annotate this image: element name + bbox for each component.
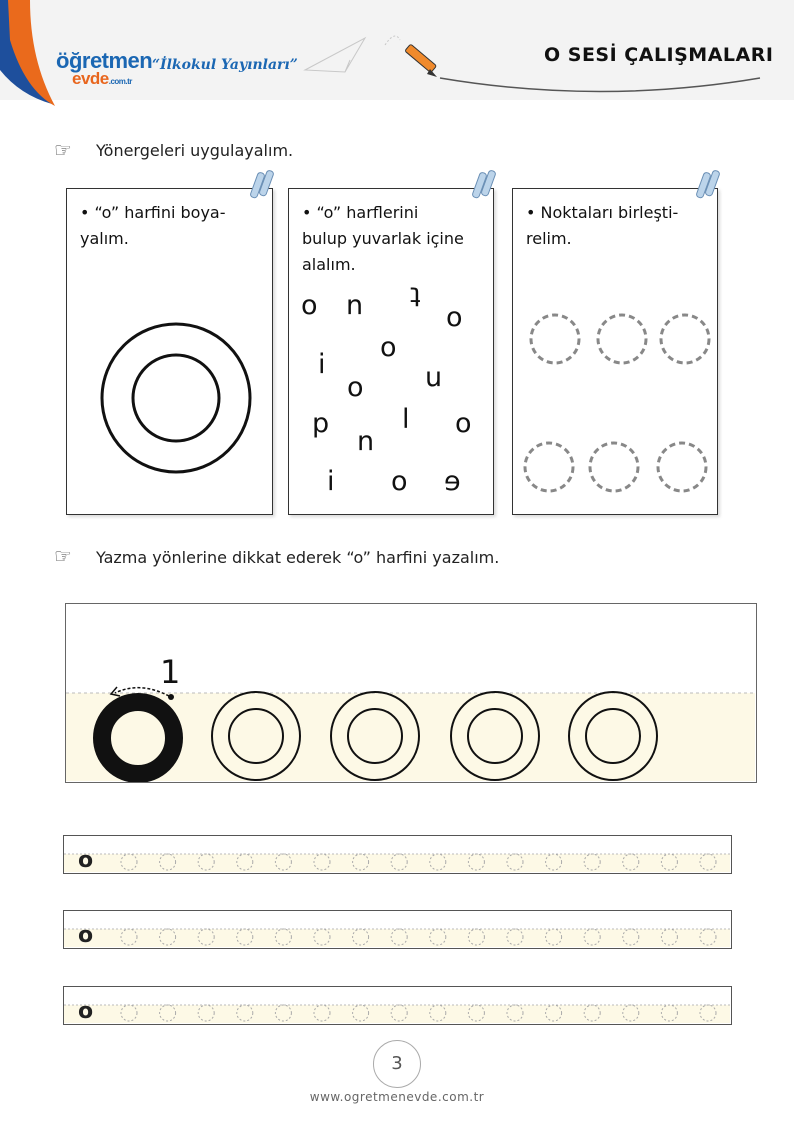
dotted-circle	[598, 315, 646, 363]
publisher-name: “İlkokul Yayınları”	[152, 57, 298, 73]
paper-clip-icon	[470, 170, 500, 200]
letter-item[interactable]: o	[391, 466, 408, 497]
website-footer: www.ogretmenevde.com.tr	[309, 1090, 485, 1104]
logo-bottom-text: evde	[72, 69, 109, 88]
start-dot	[168, 694, 174, 700]
letter-item[interactable]: ʇ	[410, 278, 421, 309]
dotted-circle	[531, 315, 579, 363]
pointing-hand-icon: ☞	[54, 544, 72, 568]
dotted-circle	[525, 443, 573, 491]
letter-item[interactable]: i	[327, 466, 335, 497]
dotted-circle	[658, 443, 706, 491]
instruction-second: Yazma yönlerine dikkat ederek “o” harfini yazalım.	[96, 548, 500, 567]
logo-domain: .com.tr	[108, 77, 132, 86]
stroke-number: 1	[160, 653, 181, 691]
paper-clip-icon	[696, 170, 720, 199]
card-paint-graphic	[66, 170, 286, 515]
dotted-circle	[661, 315, 709, 363]
card-find-line2: bulup yuvarlak içine	[302, 229, 464, 248]
letter-item[interactable]: o	[455, 408, 472, 439]
practice-start-letter: o	[78, 999, 94, 1024]
pencil-icon	[405, 44, 437, 77]
letter-item[interactable]: l	[402, 404, 410, 435]
letter-item[interactable]: n	[346, 290, 364, 321]
practice-start-letter: o	[78, 923, 94, 948]
letter-item[interactable]: p	[312, 408, 330, 439]
page-title: O SESİ ÇALIŞMALARI	[544, 44, 774, 66]
letter-item[interactable]: u	[425, 362, 443, 393]
card-find-line1: • “o” harflerini	[302, 203, 419, 222]
card-paint-line1: • “o” harfini boya-	[80, 203, 226, 222]
letter-item[interactable]: n	[357, 426, 375, 457]
letter-item[interactable]: o	[347, 372, 364, 403]
instruction-first: Yönergeleri uygulayalım.	[96, 141, 294, 160]
header-curve	[440, 78, 760, 92]
letter-item[interactable]: o	[446, 302, 463, 333]
card-paint-line2: yalım.	[80, 229, 129, 248]
letter-item[interactable]: ɘ	[444, 466, 461, 497]
dotted-circle	[590, 443, 638, 491]
practice-start-letter: o	[78, 848, 94, 873]
letter-item[interactable]: o	[301, 290, 318, 321]
writing-guide-graphic	[65, 603, 756, 782]
card-connect-line1: • Noktaları birleşti-	[526, 203, 679, 222]
letter-item[interactable]: i	[318, 349, 326, 380]
inner-letter-circle	[133, 355, 219, 441]
pointing-hand-icon: ☞	[54, 138, 72, 162]
card-find-line3: alalım.	[302, 255, 356, 274]
card-find-text	[302, 200, 464, 278]
card-connect-graphic	[512, 170, 734, 515]
logo-top-text: öğretmen	[56, 48, 153, 73]
logo	[56, 48, 153, 91]
card-connect-line2: relim.	[526, 229, 572, 248]
letter-item[interactable]: o	[380, 332, 397, 363]
paper-plane-icon	[305, 38, 365, 72]
practice-strips-graphic	[63, 835, 732, 1025]
paper-clip-icon	[250, 170, 274, 199]
page-number: 3	[373, 1040, 421, 1088]
